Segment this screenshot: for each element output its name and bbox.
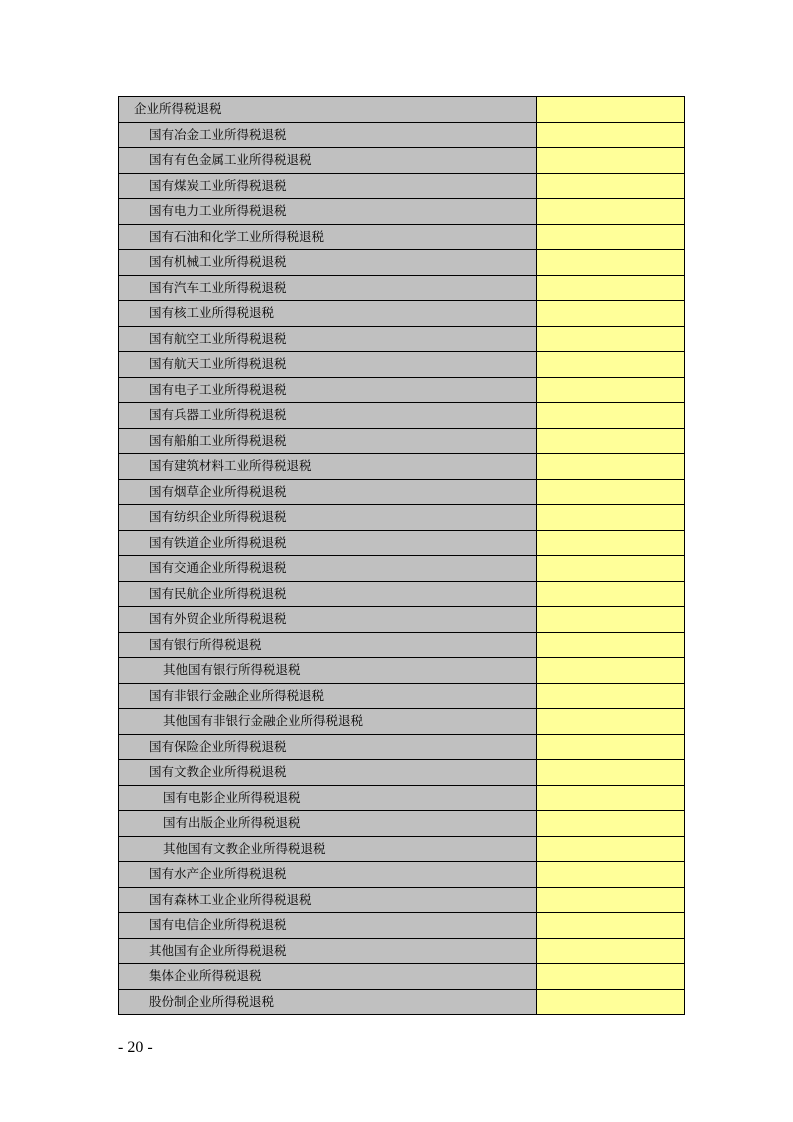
row-label: 国有文教企业所得税退税 xyxy=(119,760,537,786)
row-value-cell[interactable] xyxy=(537,275,685,301)
table-row xyxy=(119,224,685,250)
table-row xyxy=(119,811,685,837)
table-row xyxy=(119,760,685,786)
row-value-cell[interactable] xyxy=(537,658,685,684)
row-value-cell[interactable] xyxy=(537,760,685,786)
row-label: 国有煤炭工业所得税退税 xyxy=(119,173,537,199)
row-value-cell[interactable] xyxy=(537,301,685,327)
row-value-cell[interactable] xyxy=(537,479,685,505)
table-row xyxy=(119,148,685,174)
row-value-cell[interactable] xyxy=(537,913,685,939)
table-row xyxy=(119,479,685,505)
row-value-cell[interactable] xyxy=(537,352,685,378)
table-row xyxy=(119,607,685,633)
row-label: 国有核工业所得税退税 xyxy=(119,301,537,327)
row-label: 国有机械工业所得税退税 xyxy=(119,250,537,276)
row-label: 国有非银行金融企业所得税退税 xyxy=(119,683,537,709)
row-value-cell[interactable] xyxy=(537,97,685,123)
table-row xyxy=(119,989,685,1015)
table-row xyxy=(119,556,685,582)
row-value-cell[interactable] xyxy=(537,530,685,556)
table-row xyxy=(119,734,685,760)
row-label: 国有电力工业所得税退税 xyxy=(119,199,537,225)
table-row xyxy=(119,428,685,454)
table-row xyxy=(119,454,685,480)
row-value-cell[interactable] xyxy=(537,377,685,403)
row-value-cell[interactable] xyxy=(537,173,685,199)
row-label: 股份制企业所得税退税 xyxy=(119,989,537,1015)
row-value-cell[interactable] xyxy=(537,224,685,250)
row-label: 国有有色金属工业所得税退税 xyxy=(119,148,537,174)
row-label: 国有外贸企业所得税退税 xyxy=(119,607,537,633)
row-value-cell[interactable] xyxy=(537,938,685,964)
table-row xyxy=(119,122,685,148)
row-label: 国有兵器工业所得税退税 xyxy=(119,403,537,429)
row-label: 国有电影企业所得税退税 xyxy=(119,785,537,811)
table-row xyxy=(119,377,685,403)
row-value-cell[interactable] xyxy=(537,428,685,454)
row-value-cell[interactable] xyxy=(537,581,685,607)
table-row xyxy=(119,887,685,913)
row-value-cell[interactable] xyxy=(537,811,685,837)
table-row xyxy=(119,709,685,735)
row-value-cell[interactable] xyxy=(537,326,685,352)
row-value-cell[interactable] xyxy=(537,148,685,174)
row-value-cell[interactable] xyxy=(537,734,685,760)
table-row xyxy=(119,658,685,684)
row-label: 其他国有银行所得税退税 xyxy=(119,658,537,684)
row-value-cell[interactable] xyxy=(537,836,685,862)
page-number: - 20 - xyxy=(118,1039,153,1056)
row-label: 国有冶金工业所得税退税 xyxy=(119,122,537,148)
table-row xyxy=(119,836,685,862)
row-value-cell[interactable] xyxy=(537,887,685,913)
table-row xyxy=(119,530,685,556)
table-row xyxy=(119,301,685,327)
row-value-cell[interactable] xyxy=(537,199,685,225)
table-row xyxy=(119,403,685,429)
tax-refund-table xyxy=(118,96,685,1015)
row-label: 国有电子工业所得税退税 xyxy=(119,377,537,403)
table-row xyxy=(119,275,685,301)
row-label: 其他国有非银行金融企业所得税退税 xyxy=(119,709,537,735)
row-value-cell[interactable] xyxy=(537,632,685,658)
row-value-cell[interactable] xyxy=(537,556,685,582)
row-value-cell[interactable] xyxy=(537,989,685,1015)
row-label: 其他国有文教企业所得税退税 xyxy=(119,836,537,862)
row-label: 国有保险企业所得税退税 xyxy=(119,734,537,760)
table-row xyxy=(119,505,685,531)
row-value-cell[interactable] xyxy=(537,862,685,888)
row-label: 国有森林工业企业所得税退税 xyxy=(119,887,537,913)
row-label: 国有航空工业所得税退税 xyxy=(119,326,537,352)
row-label: 国有石油和化学工业所得税退税 xyxy=(119,224,537,250)
row-value-cell[interactable] xyxy=(537,683,685,709)
row-label: 国有银行所得税退税 xyxy=(119,632,537,658)
row-value-cell[interactable] xyxy=(537,785,685,811)
table-row xyxy=(119,326,685,352)
table-row xyxy=(119,632,685,658)
row-value-cell[interactable] xyxy=(537,403,685,429)
row-label: 国有航天工业所得税退税 xyxy=(119,352,537,378)
row-label: 国有交通企业所得税退税 xyxy=(119,556,537,582)
row-value-cell[interactable] xyxy=(537,250,685,276)
table-body xyxy=(119,97,685,1015)
tax-refund-table-container xyxy=(118,96,669,1015)
row-value-cell[interactable] xyxy=(537,607,685,633)
row-value-cell[interactable] xyxy=(537,709,685,735)
table-row xyxy=(119,785,685,811)
row-label: 国有电信企业所得税退税 xyxy=(119,913,537,939)
table-row xyxy=(119,352,685,378)
row-label: 国有出版企业所得税退税 xyxy=(119,811,537,837)
row-value-cell[interactable] xyxy=(537,122,685,148)
table-row xyxy=(119,862,685,888)
row-value-cell[interactable] xyxy=(537,454,685,480)
table-row xyxy=(119,964,685,990)
table-row xyxy=(119,938,685,964)
row-value-cell[interactable] xyxy=(537,505,685,531)
row-label: 国有民航企业所得税退税 xyxy=(119,581,537,607)
table-row xyxy=(119,250,685,276)
row-label: 国有铁道企业所得税退税 xyxy=(119,530,537,556)
table-row xyxy=(119,913,685,939)
row-label: 国有船舶工业所得税退税 xyxy=(119,428,537,454)
table-row xyxy=(119,683,685,709)
table-row xyxy=(119,581,685,607)
row-label: 企业所得税退税 xyxy=(119,97,537,123)
row-value-cell[interactable] xyxy=(537,964,685,990)
row-label: 集体企业所得税退税 xyxy=(119,964,537,990)
table-row xyxy=(119,199,685,225)
row-label: 国有烟草企业所得税退税 xyxy=(119,479,537,505)
row-label: 国有建筑材料工业所得税退税 xyxy=(119,454,537,480)
row-label: 其他国有企业所得税退税 xyxy=(119,938,537,964)
table-row xyxy=(119,173,685,199)
row-label: 国有纺织企业所得税退税 xyxy=(119,505,537,531)
table-row xyxy=(119,97,685,123)
row-label: 国有水产企业所得税退税 xyxy=(119,862,537,888)
row-label: 国有汽车工业所得税退税 xyxy=(119,275,537,301)
